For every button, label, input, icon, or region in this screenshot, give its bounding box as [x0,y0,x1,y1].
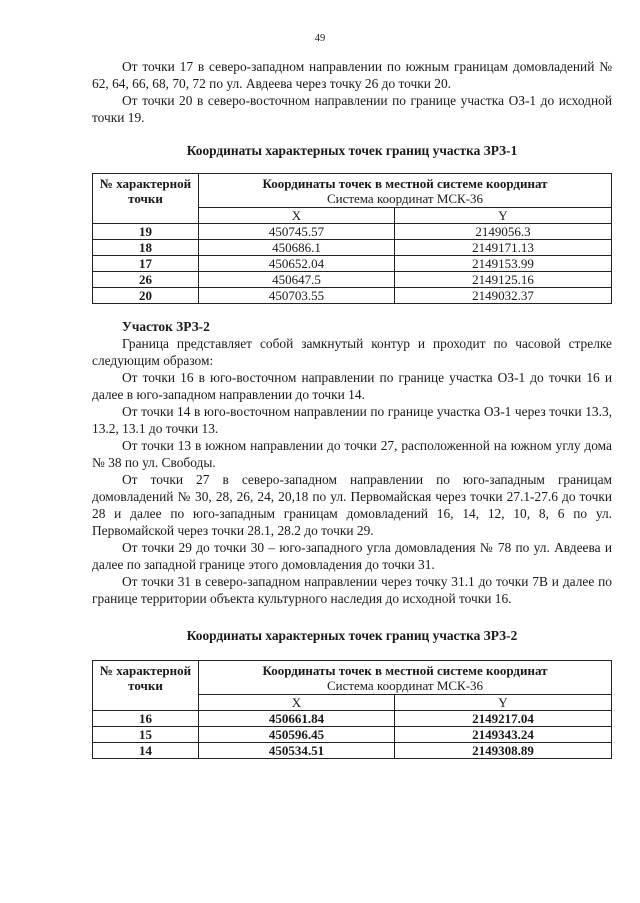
paragraph: От точки 14 в юго-восточном направлении по границе участка ОЗ-1 через точки 13.3, 13.2, 13.1 до точки 13. [92,404,612,436]
section-heading [92,318,612,335]
table-row [93,224,612,240]
section-heading-text: Участок ЗРЗ-2 [122,319,210,334]
paragraph: От точки 29 до точки 30 – юго-западного угла домовладения № 78 по ул. Авдеева и далее по западной границе этого домовладения до точки 31. [92,540,612,572]
x-value: 450661.84 [199,711,395,727]
x-value: 450652.04 [199,256,395,272]
paragraph: От точки 27 в северо-западном направлении по юго-западным границам домовладений № 30, 28, 26, 24, 20,18 по ул. Первомайская через точки 27.1-27.6 до точки 28 и далее по юго-западным границам домовладений 16, 14, 12, 10, 8, 6 по ул. Первомайской через точки 28.1, 28.2 до точки 29. [92,472,612,538]
point-number: 14 [93,743,199,759]
table-row [93,256,612,272]
table-title: Координаты характерных точек границ участка ЗРЗ-1 [186,143,518,158]
point-number: 17 [93,256,199,272]
table-row [93,288,612,304]
column-group-header [199,661,612,695]
column-header-x: X [199,208,395,224]
paragraph: От точки 31 в северо-западном направлении через точку 31.1 до точки 7В и далее по границе территории объекта культурного наследия до исходной точки 16. [92,574,612,606]
paragraph: От точки 17 в северо-западном направлении по южным границам домовладений № 62, 64, 66, 68, 70, 72 по ул. Авдеева через точку 26 до точки 20. [92,59,612,91]
column-header-y: Y [394,208,611,224]
column-header-point: № характерной точки [93,174,199,224]
x-value: 450534.51 [199,743,395,759]
document-body [92,58,612,759]
point-number: 26 [93,272,199,288]
coordinates-table-zrz2 [92,660,612,759]
y-value: 2149217.04 [394,711,611,727]
y-value: 2149056.3 [394,224,611,240]
y-value: 2149153.99 [394,256,611,272]
column-header-y: Y [394,695,611,711]
paragraph: От точки 20 в северо-восточном направлении по границе участка ОЗ-1 до исходной точки 19. [92,93,612,125]
table-row [93,272,612,288]
x-value: 450596.45 [199,727,395,743]
column-header-point: № характерной точки [93,661,199,711]
x-value: 450647.5 [199,272,395,288]
page-number: 49 [314,33,326,44]
column-group-header [199,174,612,208]
y-value: 2149308.89 [394,743,611,759]
y-value: 2149343.24 [394,727,611,743]
paragraph: От точки 13 в южном направлении до точки 27, расположенной на южном углу дома № 38 по ул. Свободы. [92,438,612,470]
x-value: 450745.57 [199,224,395,240]
point-number: 15 [93,727,199,743]
point-number: 18 [93,240,199,256]
y-value: 2149125.16 [394,272,611,288]
point-number: 19 [93,224,199,240]
x-value: 450686.1 [199,240,395,256]
point-number: 16 [93,711,199,727]
y-value: 2149171.13 [394,240,611,256]
column-header-x: X [199,695,395,711]
table-row [93,711,612,727]
table-row [93,743,612,759]
y-value: 2149032.37 [394,288,611,304]
paragraph: От точки 16 в юго-восточном направлении по границе участка ОЗ-1 до точки 16 и далее в юго-западном направлении до точки 14. [92,370,612,402]
table-row [93,727,612,743]
group-header-title: Координаты точек в местной системе координат [262,176,548,191]
x-value: 450703.55 [199,288,395,304]
point-number: 20 [93,288,199,304]
table-row [93,240,612,256]
group-header-subtitle: Система координат МСК-36 [326,678,484,693]
coordinates-table-zrz1 [92,173,612,304]
table-title: Координаты характерных точек границ участка ЗРЗ-2 [186,628,518,643]
paragraph: Граница представляет собой замкнутый контур и проходит по часовой стрелке следующим образом: [92,336,612,368]
group-header-subtitle: Система координат МСК-36 [326,191,484,206]
group-header-title: Координаты точек в местной системе координат [262,663,548,678]
